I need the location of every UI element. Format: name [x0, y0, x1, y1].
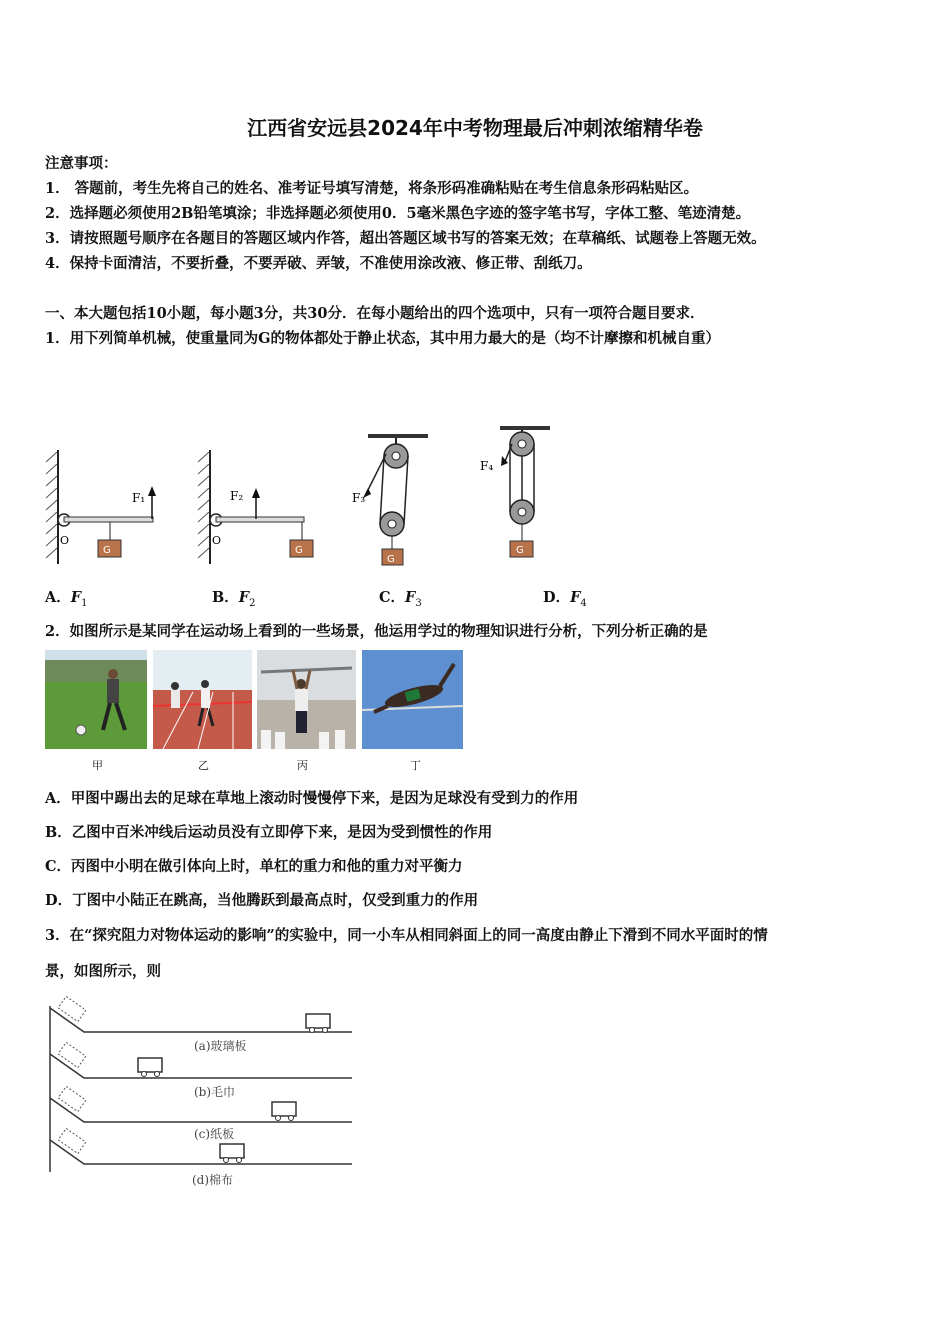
q2-option-c: C．丙图中小明在做引体向上时，单杠的重力和他的重力对平衡力	[45, 858, 463, 875]
label-f2: F₂	[230, 489, 244, 503]
q1-stem: 1．用下列简单机械，使重量同为G的物体都处于静止状态，其中用力最大的是（均不计摩擦和机械自重）	[45, 330, 720, 347]
q2-option-d: D．丁图中小陆正在跳高，当他腾跃到最高点时，仅受到重力的作用	[45, 892, 479, 909]
q1-machines-figure	[40, 422, 560, 572]
notice-item-3: 3．请按照题号顺序在各题目的答题区域内作答，超出答题区域书写的答案无效；在草稿纸、试题卷上答题无效。	[45, 230, 766, 247]
caption-jia: 甲	[92, 759, 103, 772]
label-f3: F₃	[352, 491, 366, 505]
notice-heading: 注意事项：	[45, 155, 118, 172]
surface-label-a: (a)玻璃板	[194, 1039, 247, 1053]
photo-yi-sprint	[153, 650, 252, 749]
q2-option-a: A．甲图中踢出去的足球在草地上滚动时慢慢停下来，是因为足球没有受到力的作用	[45, 790, 579, 807]
photo-jia-soccer	[45, 650, 147, 749]
photo-ding-highjump	[362, 650, 463, 749]
surface-label-c: (c)纸板	[194, 1127, 235, 1141]
label-o-b: O	[212, 534, 222, 547]
q3-stem-line-1: 3．在“探究阻力对物体运动的影响”的实验中，同一小车从相同斜面上的同一高度由静止下滑到不同水平面时的情	[45, 927, 768, 944]
q1-option-b: B．$F_2$	[212, 589, 256, 609]
section-1-heading: 一、本大题包括10小题，每小题3分，共30分．在每小题给出的四个选项中，只有一项符合题目要求．	[45, 305, 705, 322]
label-g-a: G	[103, 545, 111, 556]
label-o-a: O	[60, 534, 70, 547]
page-title: 江西省安远县2024年中考物理最后冲刺浓缩精华卷	[247, 116, 703, 140]
surface-label-b: (b)毛巾	[194, 1085, 236, 1099]
photo-bing-pullup	[257, 650, 356, 749]
notice-item-2: 2．选择题必须使用2B铅笔填涂；非选择题必须使用0．5毫米黑色字迹的签字笔书写，字体工整、笔迹清楚。	[45, 205, 751, 222]
caption-yi: 乙	[198, 759, 209, 772]
caption-ding: 丁	[410, 759, 421, 772]
q1-option-a: A．$F_1$	[45, 589, 88, 609]
pulley-d	[500, 426, 550, 557]
pulley-c	[363, 434, 428, 565]
q2-stem: 2．如图所示是某同学在运动场上看到的一些场景，他运用学过的物理知识进行分析，下列分析正确的是	[45, 623, 708, 640]
q3-stem-line-2: 景，如图所示，则	[45, 963, 161, 980]
q1-option-d: D．$F_4$	[543, 589, 587, 609]
label-f4: F₄	[480, 459, 494, 473]
q3-inclines-figure	[44, 996, 356, 1192]
q1-option-c: C．$F_3$	[379, 589, 422, 609]
caption-bing: 丙	[297, 759, 308, 772]
label-g-b: G	[295, 545, 303, 556]
label-f1: F₁	[132, 491, 146, 505]
q2-option-b: B．乙图中百米冲线后运动员没有立即停下来，是因为受到惯性的作用	[45, 824, 493, 841]
notice-item-4: 4．保持卡面清洁，不要折叠，不要弄破、弄皱，不准使用涂改液、修正带、刮纸刀。	[45, 255, 592, 272]
label-g-d: G	[516, 545, 524, 556]
notice-item-1: 1． 答题前，考生先将自己的姓名、准考证号填写清楚，将条形码准确粘贴在考生信息条形码粘贴区。	[45, 180, 699, 197]
label-g-c: G	[387, 554, 395, 565]
incline-a	[50, 996, 352, 1032]
surface-label-d: (d)棉布	[192, 1173, 234, 1187]
